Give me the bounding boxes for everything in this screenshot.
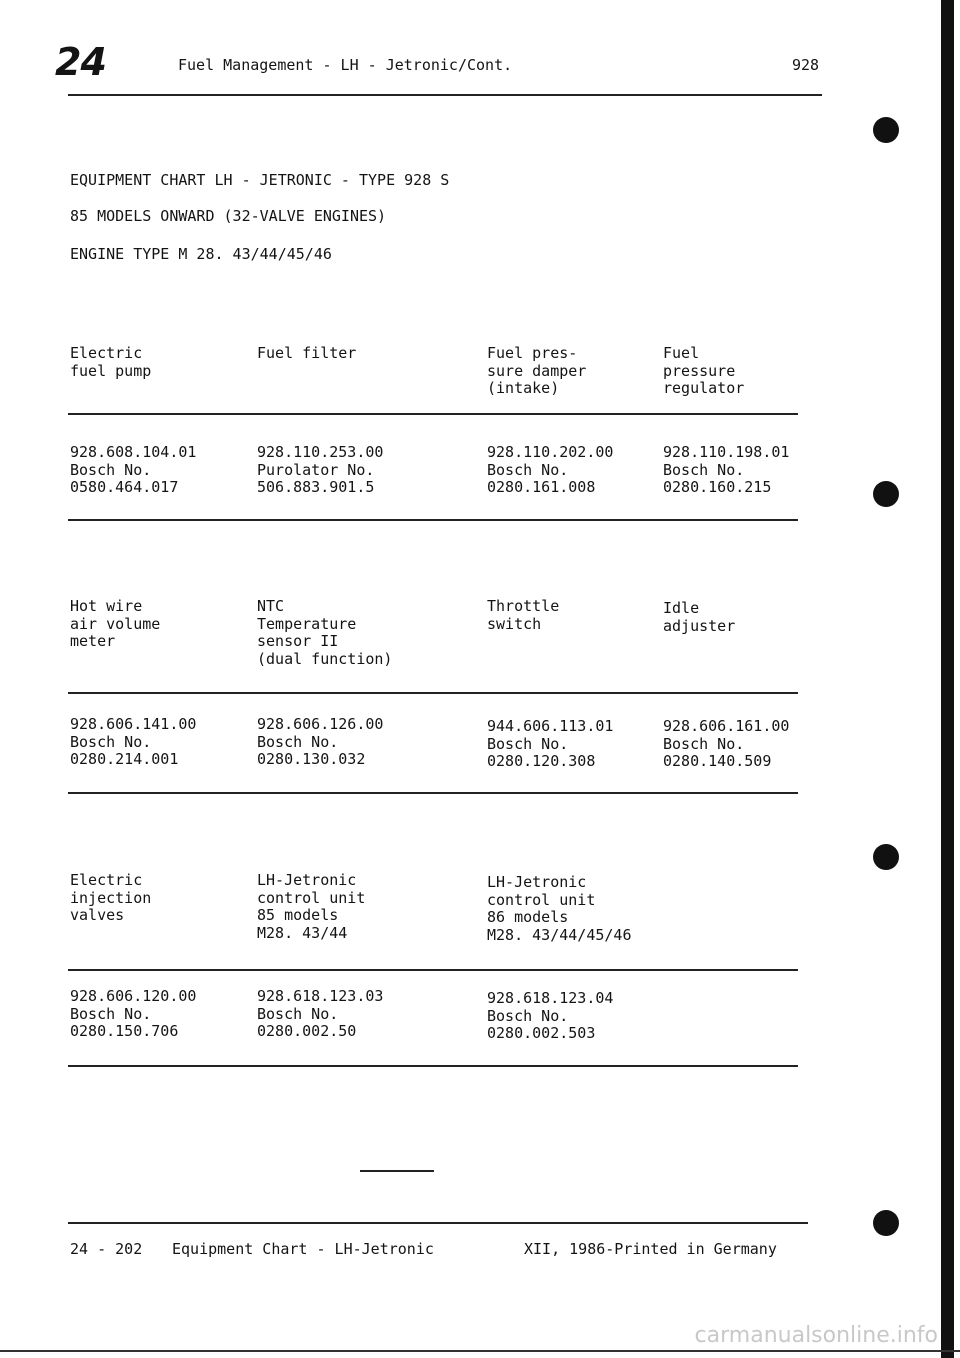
part-number-cell: 928.110.198.01 Bosch No. 0280.160.215 xyxy=(663,443,790,496)
end-rule xyxy=(360,1170,434,1172)
table-rule xyxy=(68,969,798,971)
component-header: Electric injection valves xyxy=(70,871,152,924)
model-number: 928 xyxy=(792,56,820,74)
header-rule xyxy=(68,94,822,96)
part-number-cell: 928.110.202.00 Bosch No. 0280.161.008 xyxy=(487,443,614,496)
page-bottom-rule xyxy=(0,1350,960,1352)
watermark: carmanualsonline.info xyxy=(694,1323,938,1348)
component-header: Hot wire air volume meter xyxy=(70,597,161,650)
part-number-cell: 928.618.123.04 Bosch No. 0280.002.503 xyxy=(487,989,614,1042)
part-number-cell: 928.606.161.00 Bosch No. 0280.140.509 xyxy=(663,717,790,770)
component-header: Fuel pres- sure damper (intake) xyxy=(487,344,587,397)
punch-hole xyxy=(873,481,899,507)
chart-title: EQUIPMENT CHART LH - JETRONIC - TYPE 928 S xyxy=(70,171,450,189)
table-rule xyxy=(68,519,798,521)
component-header: Electric fuel pump xyxy=(70,344,152,380)
footer-section: Equipment Chart - LH-Jetronic xyxy=(172,1240,434,1258)
part-number-cell: 928.606.126.00 Bosch No. 0280.130.032 xyxy=(257,715,384,768)
table-rule xyxy=(68,792,798,794)
part-number-cell: 928.608.104.01 Bosch No. 0580.464.017 xyxy=(70,443,197,496)
footer-rule xyxy=(68,1222,808,1224)
footer-edition: XII, 1986-Printed in Germany xyxy=(524,1240,777,1258)
page-title: Fuel Management - LH - Jetronic/Cont. xyxy=(178,56,513,74)
table-rule xyxy=(68,1065,798,1067)
engine-type: ENGINE TYPE M 28. 43/44/45/46 xyxy=(70,245,332,263)
punch-hole xyxy=(873,1210,899,1236)
punch-hole xyxy=(873,117,899,143)
component-header: Fuel filter xyxy=(257,344,357,362)
footer-page-number: 24 - 202 xyxy=(70,1240,143,1258)
component-header: Throttle switch xyxy=(487,597,560,633)
section-number: 24 xyxy=(55,40,106,84)
part-number-cell: 928.110.253.00 Purolator No. 506.883.901.5 xyxy=(257,443,384,496)
part-number-cell: 928.606.141.00 Bosch No. 0280.214.001 xyxy=(70,715,197,768)
part-number-cell: 928.606.120.00 Bosch No. 0280.150.706 xyxy=(70,987,197,1040)
chart-subtitle: 85 MODELS ONWARD (32-VALVE ENGINES) xyxy=(70,207,387,225)
table-rule xyxy=(68,413,798,415)
page-edge-bar xyxy=(941,0,954,1358)
component-header: NTC Temperature sensor II (dual function) xyxy=(257,597,393,668)
part-number-cell: 944.606.113.01 Bosch No. 0280.120.308 xyxy=(487,717,614,770)
component-header: Fuel pressure regulator xyxy=(663,344,745,397)
part-number-cell: 928.618.123.03 Bosch No. 0280.002.50 xyxy=(257,987,384,1040)
component-header: LH-Jetronic control unit 86 models M28. 43/44/45/46 xyxy=(487,873,632,944)
table-rule xyxy=(68,692,798,694)
component-header: LH-Jetronic control unit 85 models M28. 43/44 xyxy=(257,871,366,942)
punch-hole xyxy=(873,844,899,870)
component-header: Idle adjuster xyxy=(663,599,736,635)
